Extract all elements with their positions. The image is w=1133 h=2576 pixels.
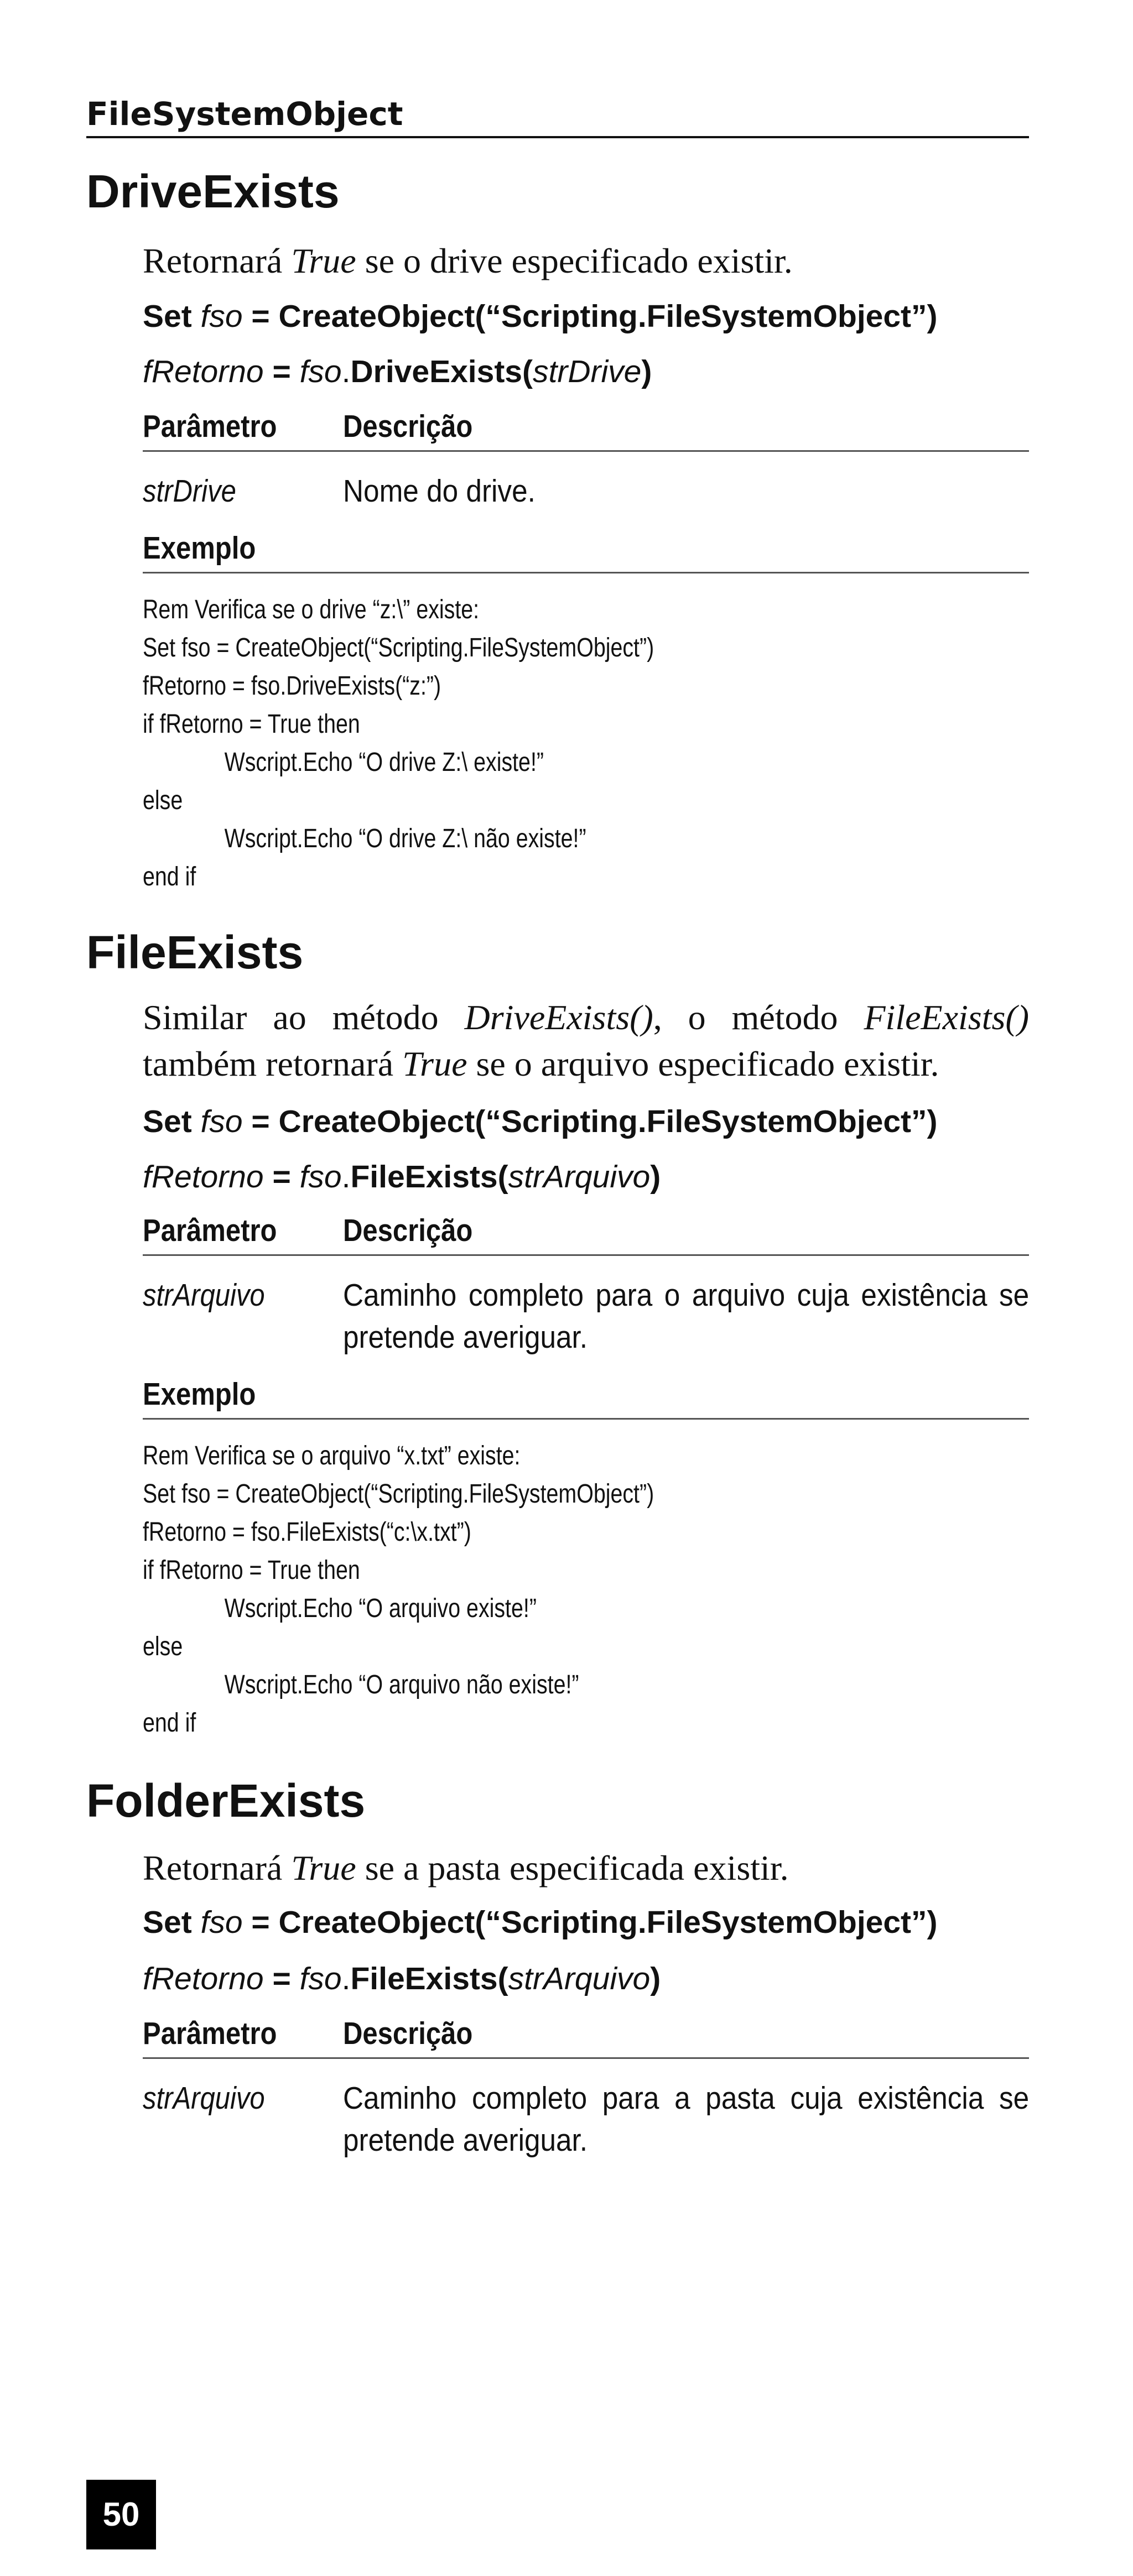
lead-text: Similar ao método bbox=[143, 998, 465, 1037]
syntax-expression: = CreateObject(“Scripting.FileSystemObject”) bbox=[242, 1905, 938, 1940]
syntax-paren: ) bbox=[641, 354, 652, 389]
param-table-header bbox=[143, 2010, 1029, 2059]
param-table-row bbox=[143, 1274, 1029, 1360]
code-line: Rem Verifica se o arquivo “x.txt” existe: bbox=[143, 1441, 521, 1470]
syntax-variable: fRetorno bbox=[143, 1159, 264, 1195]
code-line: else bbox=[143, 1632, 183, 1661]
lead-text: se a pasta especificada existir. bbox=[356, 1848, 789, 1887]
lead-emphasis: FileExists() bbox=[864, 998, 1029, 1037]
page-number: 50 bbox=[86, 2480, 156, 2549]
code-line: Set fso = CreateObject(“Scripting.FileSystemObject”) bbox=[143, 1479, 654, 1509]
section-title-fileexists bbox=[86, 925, 1029, 980]
section-heading: FileExists bbox=[86, 926, 304, 978]
syntax-argument: strArquivo bbox=[508, 1159, 651, 1195]
syntax-variable: fRetorno bbox=[143, 354, 264, 389]
code-line: fRetorno = fso.FileExists(“c:\x.txt”) bbox=[143, 1518, 471, 1547]
param-table-row bbox=[143, 470, 1029, 514]
code-line: fRetorno = fso.DriveExists(“z:”) bbox=[143, 671, 441, 701]
syntax-dot: . bbox=[341, 354, 351, 389]
section-heading: FolderExists bbox=[86, 1775, 366, 1827]
syntax-dot: . bbox=[341, 1961, 351, 1996]
section-heading: DriveExists bbox=[86, 165, 340, 217]
example-header bbox=[143, 1370, 1029, 1420]
syntax-keyword: Set bbox=[143, 1104, 201, 1139]
code-line: Wscript.Echo “O drive Z:\ não existe!” bbox=[224, 824, 586, 853]
syntax-method: DriveExists( bbox=[350, 354, 533, 389]
lead-text: se o drive especificado existir. bbox=[356, 241, 793, 280]
syntax-paren: ) bbox=[650, 1159, 661, 1195]
code-line: else bbox=[143, 786, 183, 815]
param-column-header: Parâmetro bbox=[143, 2016, 277, 2051]
code-line: Wscript.Echo “O arquivo não existe!” bbox=[224, 1670, 579, 1699]
description-column-header: Descrição bbox=[343, 409, 473, 444]
syntax-variable: fso bbox=[200, 299, 243, 334]
code-line: Wscript.Echo “O arquivo existe!” bbox=[224, 1594, 537, 1623]
description-column-header: Descrição bbox=[343, 2016, 473, 2051]
section-lead bbox=[143, 1845, 1029, 1891]
syntax-variable: fso bbox=[200, 1104, 243, 1139]
code-example bbox=[143, 1437, 1029, 1742]
syntax-method: FileExists( bbox=[350, 1159, 508, 1195]
lead-emphasis: DriveExists() bbox=[464, 998, 653, 1037]
param-description: Caminho completo para o arquivo cuja existência se pretende averiguar. bbox=[343, 1277, 1030, 1355]
code-line: if fRetorno = True then bbox=[143, 1556, 360, 1585]
code-line: end if bbox=[143, 1708, 196, 1738]
description-column-header: Descrição bbox=[343, 1213, 473, 1248]
section-lead bbox=[143, 994, 1029, 1087]
code-line: Wscript.Echo “O drive Z:\ existe!” bbox=[224, 748, 544, 777]
lead-emphasis: True bbox=[291, 1848, 356, 1887]
syntax-create-object bbox=[143, 1099, 1029, 1144]
lead-text: se o arquivo especificado existir. bbox=[467, 1044, 939, 1083]
syntax-expression: = CreateObject(“Scripting.FileSystemObject”) bbox=[242, 299, 938, 334]
syntax-variable: fso bbox=[299, 1159, 342, 1195]
syntax-variable: fso bbox=[200, 1905, 243, 1940]
section-title-folderexists bbox=[86, 1773, 1029, 1828]
syntax-method-call bbox=[143, 1155, 1029, 1199]
example-header bbox=[143, 524, 1029, 573]
lead-text: também retornará bbox=[143, 1044, 403, 1083]
lead-emphasis: True bbox=[402, 1044, 467, 1083]
syntax-keyword: Set bbox=[143, 299, 201, 334]
syntax-paren: ) bbox=[650, 1961, 661, 1996]
lead-text: , o método bbox=[653, 998, 864, 1037]
param-description: Nome do drive. bbox=[343, 473, 536, 509]
code-example bbox=[143, 591, 1029, 896]
syntax-method-call bbox=[143, 1957, 1029, 2001]
syntax-operator: = bbox=[263, 1961, 300, 1996]
lead-text: Retornará bbox=[143, 1848, 292, 1887]
code-line: end if bbox=[143, 862, 196, 891]
lead-text: Retornará bbox=[143, 241, 292, 280]
param-column-header: Parâmetro bbox=[143, 1213, 277, 1248]
param-name: strArquivo bbox=[143, 2080, 265, 2116]
param-table-row bbox=[143, 2077, 1029, 2163]
syntax-variable: fso bbox=[299, 354, 342, 389]
syntax-keyword: Set bbox=[143, 1905, 201, 1940]
syntax-argument: strDrive bbox=[533, 354, 642, 389]
param-description: Caminho completo para a pasta cuja existência se pretende averiguar. bbox=[343, 2080, 1030, 2158]
code-line: Set fso = CreateObject(“Scripting.FileSystemObject”) bbox=[143, 633, 654, 663]
param-column-header: Parâmetro bbox=[143, 409, 277, 444]
syntax-variable: fso bbox=[299, 1961, 342, 1996]
syntax-operator: = bbox=[263, 1159, 300, 1195]
syntax-create-object bbox=[143, 1900, 1029, 1944]
example-label: Exemplo bbox=[143, 530, 256, 566]
lead-emphasis: True bbox=[291, 241, 356, 280]
param-name: strArquivo bbox=[143, 1277, 265, 1313]
syntax-create-object bbox=[143, 294, 1029, 338]
section-title-driveexists bbox=[86, 164, 1029, 219]
syntax-dot: . bbox=[341, 1159, 351, 1195]
syntax-method-call bbox=[143, 350, 1029, 394]
section-lead bbox=[143, 238, 1029, 284]
syntax-method: FileExists( bbox=[350, 1961, 508, 1996]
code-line: Rem Verifica se o drive “z:\” existe: bbox=[143, 595, 480, 624]
syntax-expression: = CreateObject(“Scripting.FileSystemObject”) bbox=[242, 1104, 938, 1139]
example-label: Exemplo bbox=[143, 1376, 256, 1412]
syntax-operator: = bbox=[263, 354, 300, 389]
syntax-argument: strArquivo bbox=[508, 1961, 651, 1996]
param-name: strDrive bbox=[143, 473, 236, 509]
param-table-header bbox=[143, 403, 1029, 452]
param-table-header bbox=[143, 1207, 1029, 1256]
code-line: if fRetorno = True then bbox=[143, 710, 360, 739]
syntax-variable: fRetorno bbox=[143, 1961, 264, 1996]
running-head: FileSystemObject bbox=[86, 92, 1029, 138]
